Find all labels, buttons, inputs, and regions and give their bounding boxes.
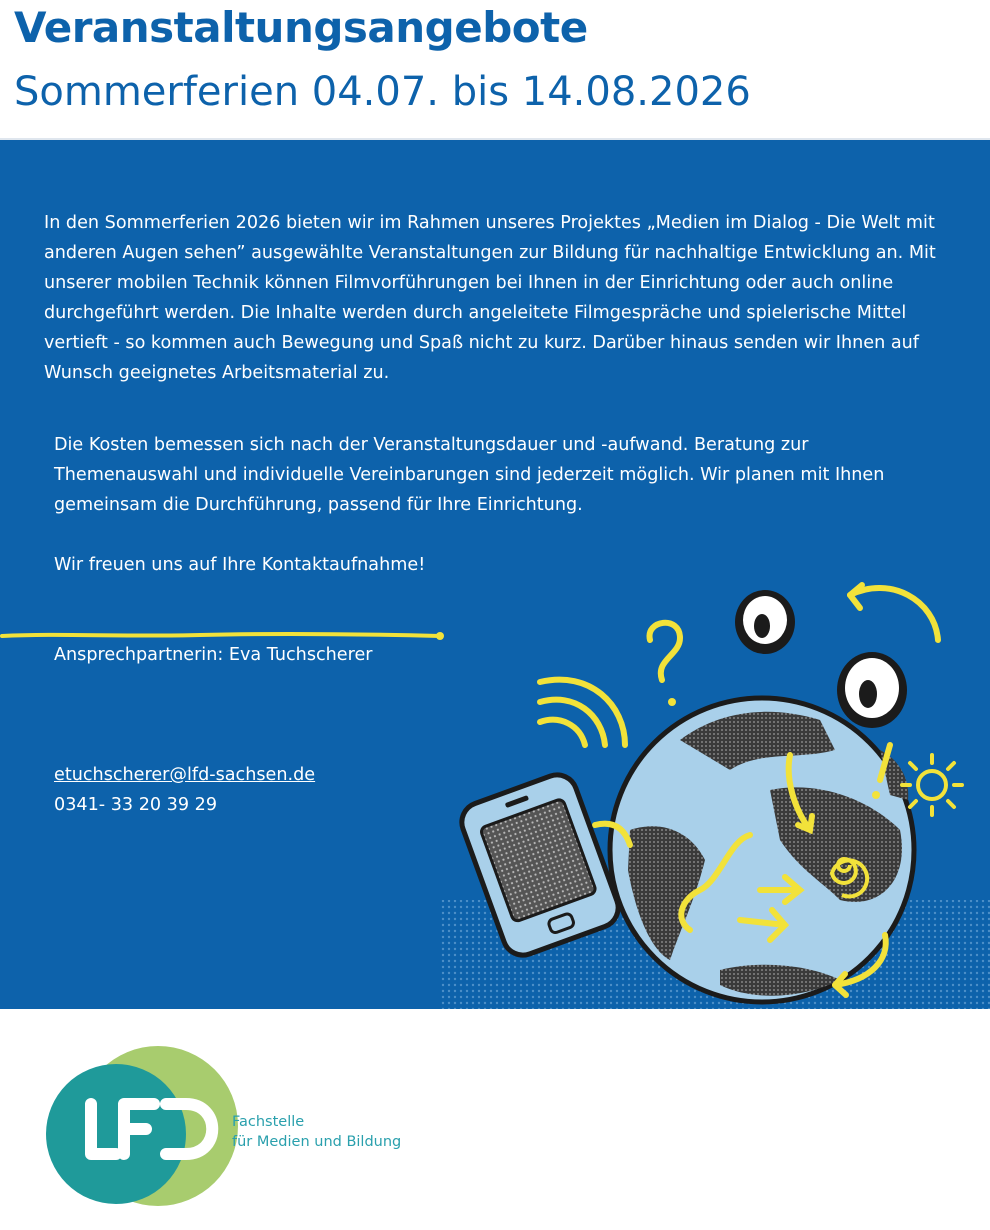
page-subtitle: Sommerferien 04.07. bis 14.08.2026 bbox=[14, 69, 751, 115]
eye-icon bbox=[837, 652, 907, 728]
contact-person: Ansprechpartnerin: Eva Tuchscherer bbox=[54, 645, 373, 665]
page-title: Veranstaltungsangebote bbox=[14, 3, 588, 52]
phone-number: 0341- 33 20 39 29 bbox=[54, 795, 218, 815]
logo-caption bbox=[232, 1112, 401, 1152]
header bbox=[0, 0, 990, 140]
globe-icon bbox=[610, 698, 914, 1002]
wifi-icon bbox=[540, 680, 625, 745]
logo-caption-line-2: für Medien und Bildung bbox=[232, 1134, 402, 1150]
globe-illustration bbox=[440, 580, 990, 1009]
lfd-logo bbox=[46, 1044, 246, 1214]
logo-caption-line-1: Fachstelle bbox=[232, 1114, 305, 1130]
closing-paragraph: Wir freuen uns auf Ihre Kontaktaufnahme! bbox=[54, 555, 426, 575]
question-mark-icon bbox=[650, 623, 680, 680]
email-link[interactable]: etuchscherer@lfd-sachsen.de bbox=[54, 765, 316, 785]
intro-paragraph: In den Sommerferien 2026 bieten wir im Rahmen unseres Projektes „Medien im Dialog - Die Welt mit anderen Augen sehen” ausgewählte Veranstaltungen zur Bildung für nachhaltige Entwicklung an. Mit unserer mobilen Technik können Filmvorführungen bei Ihnen in der Einrichtung oder auch online durchgeführt werden. Die Inhalte werden durch angeleitete Filmgespräche und spielerische Mittel vertieft - so kommen auch Bewegung und Spaß nicht zu kurz. Darüber hinaus senden wir Ihnen auf Wunsch geeignetes Arbeitsmaterial zu. bbox=[44, 213, 936, 383]
content-panel bbox=[0, 140, 990, 1009]
costs-paragraph: Die Kosten bemessen sich nach der Veranstaltungsdauer und -aufwand. Beratung zur Themenauswahl und individuelle Vereinbarungen sind jederzeit möglich. Wir planen mit Ihnen gemeinsam die Durchführung, passend für Ihre Einrichtung. bbox=[54, 435, 885, 515]
eye-icon bbox=[735, 590, 795, 654]
sun-icon bbox=[902, 755, 962, 815]
